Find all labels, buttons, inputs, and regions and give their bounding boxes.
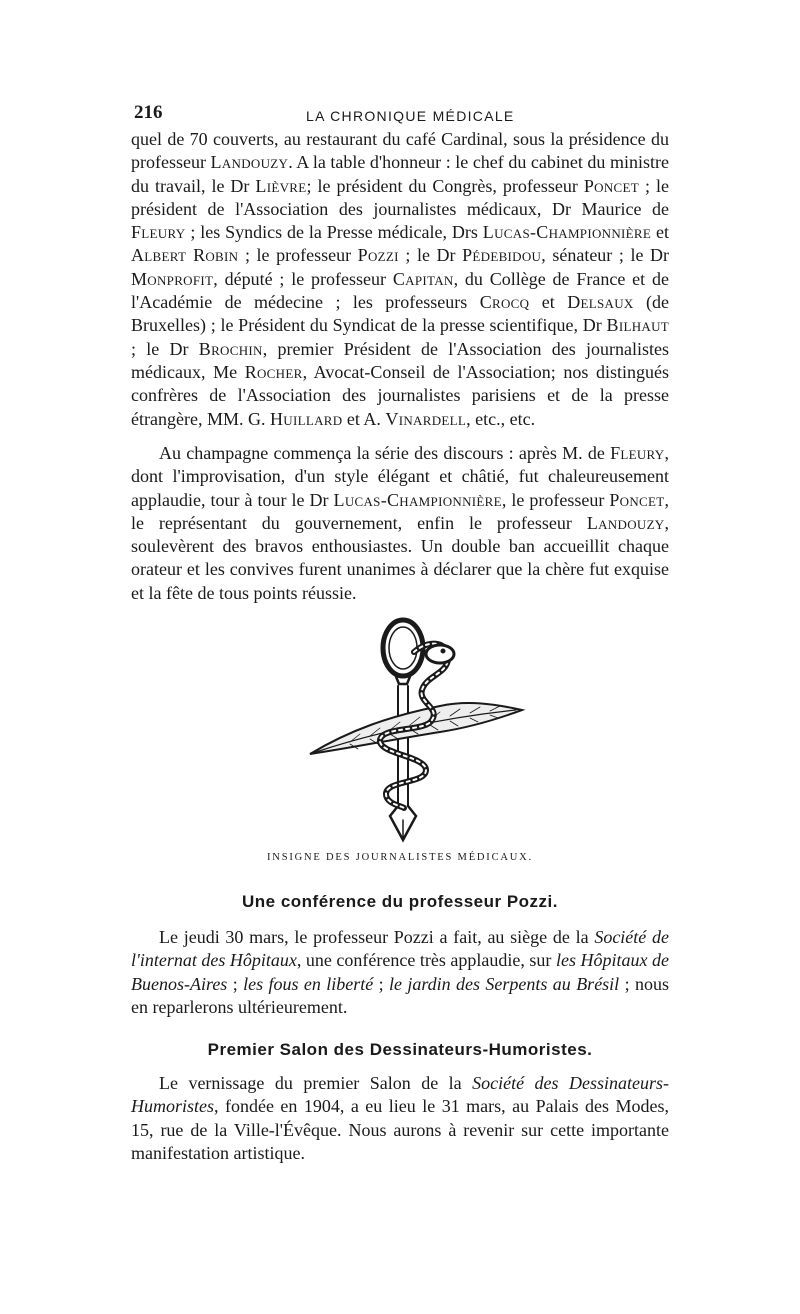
running-title: LA CHRONIQUE MÉDICALE	[306, 108, 515, 124]
paragraph-salon: Le vernissage du premier Salon de la Société des Dessinateurs-Humoristes, fondée en 1904, a eu lieu le 31 mars, au Palais des Modes, 15, rue de la Ville-l'Évêque. Nous aurons à revenir sur cette importante manifestation artistique.	[131, 1073, 669, 1163]
section-title-pozzi: Une conférence du professeur Pozzi.	[241, 892, 558, 911]
figure-caption: INSIGNE DES JOURNALISTES MÉDICAUX.	[267, 852, 533, 863]
page-number: 216	[134, 102, 163, 123]
caduceus-quill-emblem-icon	[290, 608, 530, 844]
page-header	[134, 102, 669, 130]
paragraph-banquet-guests: quel de 70 couverts, au restaurant du café Cardinal, sous la présidence du professeur Landouzy. A la table d'honneur : le chef du cabinet du ministre du travail, le Dr Lièvre; le président du Congrès, professeur Poncet ; le président de l'Association des journalistes médicaux, Dr Maurice de Fleury ; les Syndics de la Presse médicale, Drs Lucas-Championnière et Albert Robin ; le professeur Pozzi ; le Dr Pédebidou, sénateur ; le Dr Monprofit, député ; le professeur Capitan, du Collège de France et de l'Académie de médecine ; les professeurs Crocq et Delsaux (de Bruxelles) ; le Président du Syndicat de la presse scientifique, Dr Bilhaut ; le Dr Brochin, premier Président de l'Association des journalistes médicaux, Me Rocher, Avocat-Conseil de l'Association; nos distingués confrères de l'Association des journalistes parisiens et de la presse étrangère, MM. G. Huillard et A. Vinardell, etc., etc.	[131, 129, 670, 429]
paragraph-pozzi-conference: Le jeudi 30 mars, le professeur Pozzi a fait, au siège de la Société de l'internat des Hôpitaux, une conférence très applaudie, sur les Hôpitaux de Buenos-Aires ; les fous en liberté ; le jardin des Serpents au Brésil ; nous en reparlerons ultérieurement.	[131, 927, 669, 1017]
section-title-salon: Premier Salon des Dessinateurs-Humoristes.	[207, 1040, 593, 1059]
paragraph-speeches: Au champagne commença la série des discours : après M. de Fleury, dont l'improvisation, d'un style élégant et châtié, fut chaleureusement applaudie, tour à tour le Dr Lucas-Championnière, le professeur Poncet, le représentant du gouvernement, enfin le professeur Landouzy, soulevèrent des bravos enthousiastes. Un double ban accueillit chaque orateur et les convives furent unanimes à déclarer que la chère fut exquise et la fête de tous points réussie.	[131, 443, 670, 603]
